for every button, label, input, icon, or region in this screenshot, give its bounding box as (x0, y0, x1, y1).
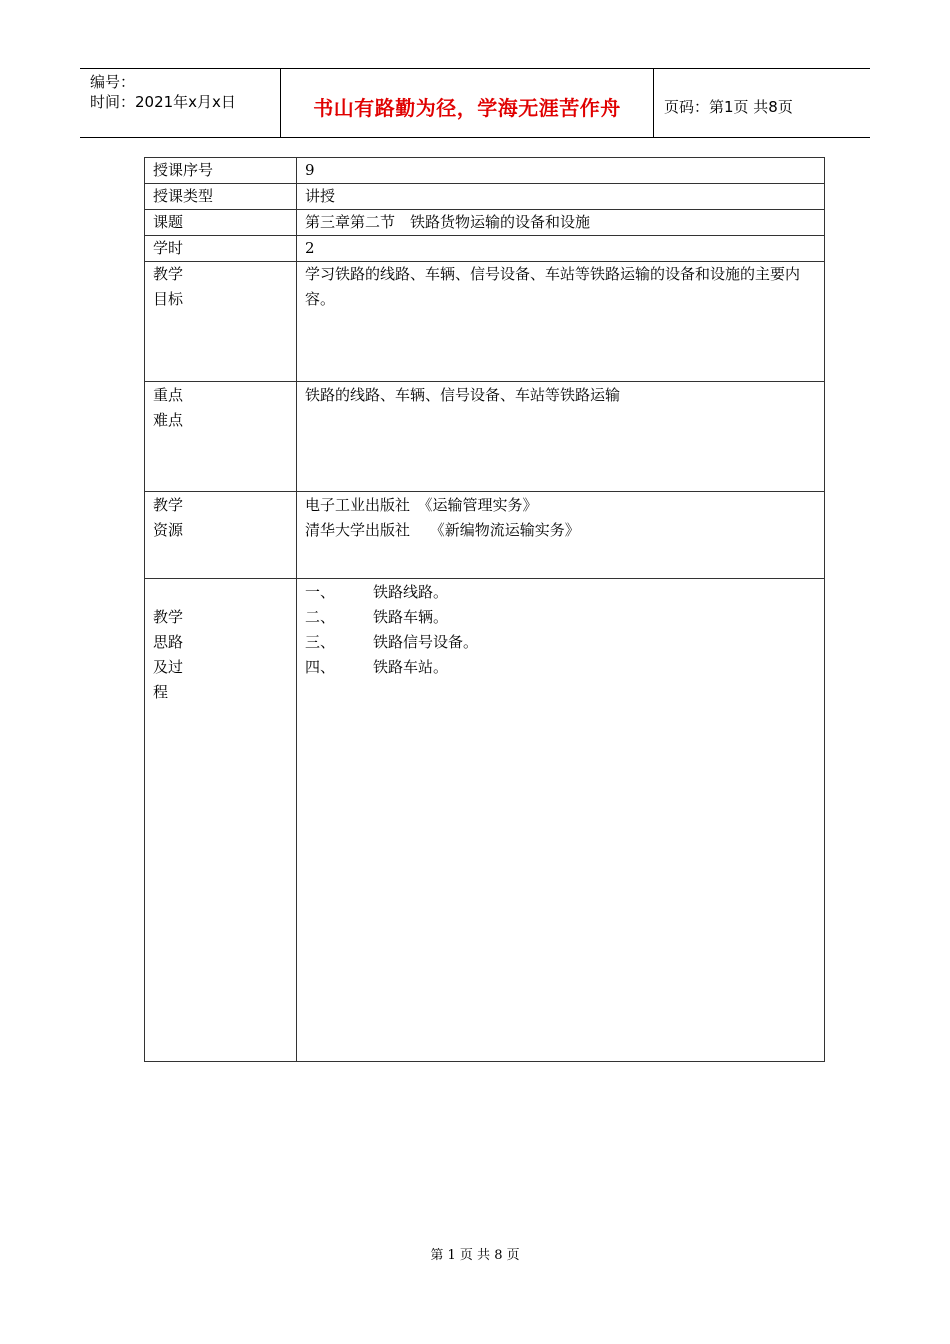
row-label-lesson-type: 授课类型 (145, 184, 297, 210)
header-motto: 书山有路勤为径，学海无涯苦作舟 (281, 69, 654, 137)
row-value-objectives: 学习铁路的线路、车辆、信号设备、车站等铁路运输的设备和设施的主要内容。 (297, 262, 825, 382)
row-value-resources (297, 492, 825, 579)
row-label-process: 教学 思路 及过 程 (145, 579, 297, 1062)
table-row (145, 492, 825, 579)
row-value-lesson-type: 讲授 (297, 184, 825, 210)
lesson-plan-table (144, 157, 825, 1062)
row-value-process (297, 579, 825, 1062)
document-number-label: 编号： (90, 73, 136, 91)
table-row (145, 382, 825, 492)
row-value-key-points: 铁路的线路、车辆、信号设备、车站等铁路运输 (297, 382, 825, 492)
header-page-number: 页码：第1页 共8页 (664, 97, 793, 116)
list-item: 三、 铁路信号设备。 (305, 633, 479, 651)
list-item: 一、 铁路线路。 (305, 583, 449, 601)
row-label-objectives: 教学 目标 (145, 262, 297, 382)
table-row (145, 262, 825, 382)
row-label-lesson-number: 授课序号 (145, 158, 297, 184)
row-value-lesson-number: 9 (297, 158, 825, 184)
resource-line: 电子工业出版社 《运输管理实务》 (305, 496, 538, 514)
row-value-topic: 第三章第二节 铁路货物运输的设备和设施 (297, 210, 825, 236)
table-row (145, 236, 825, 262)
row-label-hours: 学时 (145, 236, 297, 262)
table-row (145, 158, 825, 184)
list-item: 二、 铁路车辆。 (305, 608, 449, 626)
table-row (145, 210, 825, 236)
row-label-key-points: 重点 难点 (145, 382, 297, 492)
list-item: 四、 铁路车站。 (305, 658, 449, 676)
row-label-resources: 教学 资源 (145, 492, 297, 579)
row-value-hours: 2 (297, 236, 825, 262)
page-header (80, 68, 870, 138)
table-row (145, 184, 825, 210)
table-row (145, 579, 825, 1062)
resource-line: 清华大学出版社 《新编物流运输实务》 (305, 521, 580, 539)
row-label-topic: 课题 (145, 210, 297, 236)
document-time-label: 时间：2021年x月x日 (90, 93, 236, 111)
page-footer: 第 1 页 共 8 页 (430, 1248, 520, 1263)
header-info (80, 69, 281, 137)
